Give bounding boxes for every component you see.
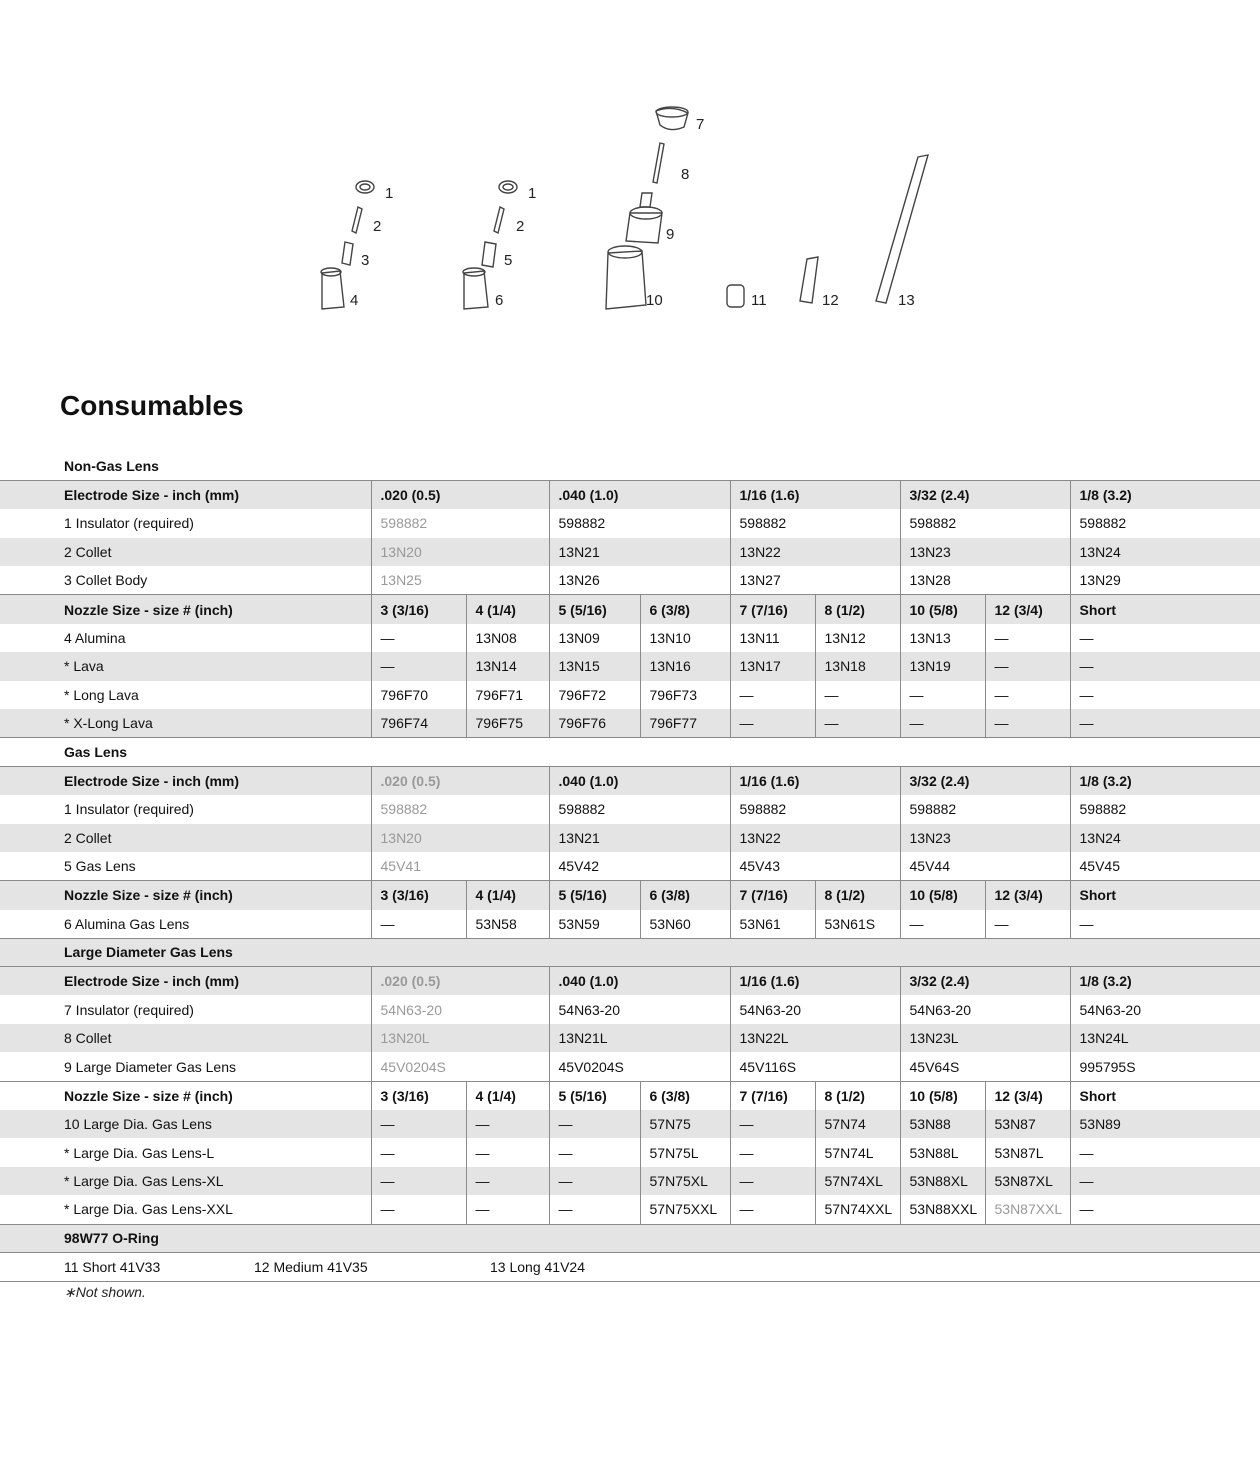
oring-item: 11 Short 41V33 — [64, 1259, 161, 1276]
nozzle-size-header: 4 (1/4) — [466, 1081, 549, 1110]
electrode-part-row — [0, 509, 1260, 538]
part-number: 54N63-20 — [1070, 995, 1260, 1024]
part-number: 57N74XXL — [815, 1195, 900, 1224]
part-number: 45V44 — [900, 852, 1070, 881]
nozzle-size-header: 5 (5/16) — [549, 1081, 640, 1110]
part-number: 53N87 — [985, 1110, 1070, 1139]
section-label-row — [0, 452, 1260, 481]
part-number: — — [985, 652, 1070, 681]
part-number: 13N22 — [730, 538, 900, 567]
electrode-size-header: .040 (1.0) — [549, 967, 730, 996]
part-number: 13N19 — [900, 652, 985, 681]
part-insulator-large-shape — [656, 108, 688, 129]
part-number: 53N58 — [466, 910, 549, 939]
part-number: 45V116S — [730, 1052, 900, 1081]
callout-5: 5 — [504, 252, 513, 269]
part-number: 13N16 — [640, 652, 730, 681]
part-number: 598882 — [371, 509, 549, 538]
part-number: 13N11 — [730, 624, 815, 653]
part-name: * Lava — [0, 652, 371, 681]
part-long-cap-shape — [876, 155, 928, 303]
electrode-part-row — [0, 1052, 1260, 1081]
part-number: — — [549, 1110, 640, 1139]
nozzle-size-header: 3 (3/16) — [371, 881, 466, 910]
part-name: * Large Dia. Gas Lens-XL — [0, 1167, 371, 1196]
part-number: — — [815, 709, 900, 738]
part-number: — — [730, 681, 815, 710]
nozzle-size-header: 4 (1/4) — [466, 595, 549, 624]
nozzle-size-header: 6 (3/8) — [640, 881, 730, 910]
callout-13: 13 — [898, 292, 915, 309]
part-number: 57N74L — [815, 1138, 900, 1167]
electrode-size-header: 3/32 (2.4) — [900, 767, 1070, 796]
part-collet-shape — [352, 207, 362, 233]
electrode-size-header: .020 (0.5) — [371, 967, 549, 996]
part-number: 796F72 — [549, 681, 640, 710]
section-label-row — [0, 938, 1260, 967]
part-number: 57N75XXL — [640, 1195, 730, 1224]
part-number: — — [371, 1138, 466, 1167]
section-label: 98W77 O-Ring — [0, 1224, 1260, 1253]
part-name: 2 Collet — [0, 538, 371, 567]
part-number: — — [371, 1110, 466, 1139]
electrode-size-header: .020 (0.5) — [371, 767, 549, 796]
part-number: 13N17 — [730, 652, 815, 681]
part-number: 53N61S — [815, 910, 900, 939]
part-number: 53N88XXL — [900, 1195, 985, 1224]
part-number: 13N09 — [549, 624, 640, 653]
part-name: 2 Collet — [0, 824, 371, 853]
part-number: 45V41 — [371, 852, 549, 881]
part-number: 13N23 — [900, 538, 1070, 567]
part-number: 598882 — [549, 795, 730, 824]
nozzle-size-header: 7 (7/16) — [730, 881, 815, 910]
part-number: — — [985, 681, 1070, 710]
nozzle-size-header: 7 (7/16) — [730, 595, 815, 624]
part-number: — — [1070, 1167, 1260, 1196]
part-number: 796F73 — [640, 681, 730, 710]
section-label: Large Diameter Gas Lens — [0, 938, 1260, 967]
nozzle-size-header: 10 (5/8) — [900, 881, 985, 910]
nozzle-size-header: 3 (3/16) — [371, 1081, 466, 1110]
electrode-size-header: 1/8 (3.2) — [1070, 967, 1260, 996]
part-number: 57N75 — [640, 1110, 730, 1139]
part-number: 13N22 — [730, 824, 900, 853]
part-name: * Large Dia. Gas Lens-L — [64, 1144, 215, 1161]
part-name: * Long Lava — [64, 687, 139, 704]
nozzle-part-row — [0, 1138, 1260, 1167]
part-number: 45V64S — [900, 1052, 1070, 1081]
part-number: — — [1070, 681, 1260, 710]
part-number: — — [549, 1138, 640, 1167]
part-number: — — [900, 681, 985, 710]
callout-11: 11 — [751, 292, 767, 309]
nozzle-size-header: Short — [1070, 881, 1260, 910]
part-name: 1 Insulator (required) — [64, 801, 194, 818]
electrode-size-label: Electrode Size - inch (mm) — [0, 767, 371, 796]
nozzle-part-row — [0, 1167, 1260, 1196]
part-number: 13N23 — [900, 824, 1070, 853]
part-number: — — [371, 652, 466, 681]
part-number: — — [549, 1195, 640, 1224]
part-name: 6 Alumina Gas Lens — [64, 915, 190, 932]
callout-6: 6 — [495, 292, 504, 309]
part-number: — — [1070, 624, 1260, 653]
nozzle-part-row — [0, 681, 1260, 710]
part-number: — — [985, 624, 1070, 653]
part-number: 598882 — [371, 795, 549, 824]
part-number: 13N13 — [900, 624, 985, 653]
part-number: 13N24 — [1070, 824, 1260, 853]
nozzle-size-label: Nozzle Size - size # (inch) — [0, 1081, 371, 1110]
nozzle-size-header: 8 (1/2) — [815, 881, 900, 910]
oring-items-wrap — [0, 1253, 1260, 1281]
part-large-nozzle-shape — [606, 251, 646, 309]
part-name: 3 Collet Body — [64, 572, 148, 589]
part-gas-lens-nozzle-shape — [464, 271, 488, 309]
part-number: 57N75XL — [640, 1167, 730, 1196]
section-label-row — [0, 738, 1260, 767]
part-number: 13N10 — [640, 624, 730, 653]
part-number: 598882 — [900, 509, 1070, 538]
part-short-cap-shape — [727, 285, 744, 307]
part-number: 796F77 — [640, 709, 730, 738]
part-number: 13N25 — [371, 566, 549, 595]
nozzle-size-header: Short — [1070, 595, 1260, 624]
part-number: 13N23L — [900, 1024, 1070, 1053]
part-number: 13N24 — [1070, 538, 1260, 567]
part-number: — — [730, 1195, 815, 1224]
part-number: 13N22L — [730, 1024, 900, 1053]
part-name: 4 Alumina — [64, 629, 126, 646]
part-number: — — [985, 910, 1070, 939]
part-number: 45V45 — [1070, 852, 1260, 881]
nozzle-size-label: Nozzle Size - size # (inch) — [0, 595, 371, 624]
part-number: — — [985, 709, 1070, 738]
nozzle-part-row — [0, 624, 1260, 653]
nozzle-size-header: 3 (3/16) — [371, 595, 466, 624]
part-number: 13N08 — [466, 624, 549, 653]
nozzle-size-header: 4 (1/4) — [466, 881, 549, 910]
section-label: Non-Gas Lens — [0, 452, 1260, 481]
nozzle-size-header: 7 (7/16) — [730, 1081, 815, 1110]
electrode-size-header-row — [0, 481, 1260, 510]
part-number: 54N63-20 — [549, 995, 730, 1024]
part-number: 57N75L — [640, 1138, 730, 1167]
part-number: 45V0204S — [549, 1052, 730, 1081]
part-number: — — [371, 910, 466, 939]
part-number: 796F75 — [466, 709, 549, 738]
part-number: — — [1070, 1195, 1260, 1224]
part-name: 10 Large Dia. Gas Lens — [0, 1110, 371, 1139]
part-number: 53N89 — [1070, 1110, 1260, 1139]
part-insulator-shape-b — [499, 181, 517, 193]
part-number: — — [1070, 910, 1260, 939]
part-number: 13N28 — [900, 566, 1070, 595]
part-number: 796F71 — [466, 681, 549, 710]
part-number: — — [900, 709, 985, 738]
part-number: 53N87L — [985, 1138, 1070, 1167]
part-number: — — [730, 1110, 815, 1139]
part-number: 13N21L — [549, 1024, 730, 1053]
part-number: 57N74XL — [815, 1167, 900, 1196]
nozzle-part-row — [0, 910, 1260, 939]
part-medium-cap-shape — [800, 257, 818, 303]
nozzle-size-header: 8 (1/2) — [815, 595, 900, 624]
consumables-table — [0, 452, 1260, 1282]
callout-2b: 2 — [516, 218, 525, 235]
part-number: 45V43 — [730, 852, 900, 881]
part-number: 57N74 — [815, 1110, 900, 1139]
callout-1b: 1 — [528, 185, 537, 202]
nozzle-size-header: 5 (5/16) — [549, 881, 640, 910]
part-number: 53N88XL — [900, 1167, 985, 1196]
part-number: 13N29 — [1070, 566, 1260, 595]
electrode-size-header: .040 (1.0) — [549, 481, 730, 510]
electrode-size-label: Electrode Size - inch (mm) — [0, 967, 371, 996]
part-name: * Large Dia. Gas Lens-XXL — [64, 1201, 233, 1218]
part-number: 13N24L — [1070, 1024, 1260, 1053]
page-title: Consumables — [60, 390, 244, 421]
part-number: — — [1070, 1138, 1260, 1167]
nozzle-size-header-row — [0, 1081, 1260, 1110]
part-number: 796F76 — [549, 709, 640, 738]
nozzle-size-header: 10 (5/8) — [900, 595, 985, 624]
nozzle-part-row — [0, 1195, 1260, 1224]
nozzle-size-header: 12 (3/4) — [985, 881, 1070, 910]
part-number: 53N87XL — [985, 1167, 1070, 1196]
part-collet-body-shape — [342, 242, 353, 265]
electrode-size-header: 1/16 (1.6) — [730, 767, 900, 796]
part-number: 598882 — [549, 509, 730, 538]
part-number: — — [730, 1138, 815, 1167]
part-number: — — [466, 1195, 549, 1224]
part-number: 598882 — [1070, 795, 1260, 824]
part-number: — — [466, 1167, 549, 1196]
part-name: 9 Large Diameter Gas Lens — [64, 1058, 236, 1075]
part-number: — — [900, 910, 985, 939]
nozzle-size-header: 12 (3/4) — [985, 595, 1070, 624]
electrode-size-header: 3/32 (2.4) — [900, 967, 1070, 996]
part-number: 598882 — [1070, 509, 1260, 538]
part-name: 5 Gas Lens — [64, 858, 136, 875]
oring-item: 12 Medium 41V35 — [254, 1259, 368, 1276]
part-number: 13N20L — [371, 1024, 549, 1053]
part-number: 995795S — [1070, 1052, 1260, 1081]
part-insulator-shape — [356, 181, 374, 193]
part-number: 53N87XXL — [985, 1195, 1070, 1224]
electrode-size-label: Electrode Size - inch (mm) — [0, 481, 371, 510]
part-name: * X-Long Lava — [0, 709, 371, 738]
nozzle-part-row — [0, 1110, 1260, 1139]
callout-9: 9 — [666, 226, 675, 243]
part-number: 13N26 — [549, 566, 730, 595]
callout-12: 12 — [822, 292, 839, 309]
callout-7: 7 — [696, 116, 705, 133]
part-name: 8 Collet — [0, 1024, 371, 1053]
part-number: 598882 — [730, 795, 900, 824]
electrode-part-row — [0, 538, 1260, 567]
part-number: 13N21 — [549, 538, 730, 567]
part-name: 7 Insulator (required) — [64, 1001, 194, 1018]
part-number: 13N21 — [549, 824, 730, 853]
part-number: — — [466, 1110, 549, 1139]
callout-4: 4 — [350, 292, 359, 309]
footnote: ∗Not shown. — [64, 1284, 146, 1300]
electrode-part-row — [0, 995, 1260, 1024]
part-number: 53N88 — [900, 1110, 985, 1139]
part-number: — — [371, 1195, 466, 1224]
electrode-size-header-row — [0, 967, 1260, 996]
callout-8: 8 — [681, 166, 690, 183]
part-number: — — [730, 709, 815, 738]
part-number: — — [815, 681, 900, 710]
part-number: 54N63-20 — [730, 995, 900, 1024]
nozzle-part-row — [0, 652, 1260, 681]
part-number: 13N20 — [371, 538, 549, 567]
part-number: 53N88L — [900, 1138, 985, 1167]
electrode-size-header: 1/8 (3.2) — [1070, 767, 1260, 796]
part-collet-large-shape — [653, 143, 664, 183]
callout-10: 10 — [646, 292, 663, 309]
electrode-part-row — [0, 824, 1260, 853]
nozzle-part-row — [0, 709, 1260, 738]
part-number: — — [1070, 652, 1260, 681]
part-number: — — [730, 1167, 815, 1196]
part-number: 598882 — [900, 795, 1070, 824]
part-number: 53N59 — [549, 910, 640, 939]
part-number: 53N61 — [730, 910, 815, 939]
part-number: 53N60 — [640, 910, 730, 939]
oring-items — [0, 1253, 1260, 1282]
part-number: 13N14 — [466, 652, 549, 681]
electrode-size-header: 1/16 (1.6) — [730, 967, 900, 996]
part-number: 796F70 — [371, 681, 466, 710]
part-number: 54N63-20 — [900, 995, 1070, 1024]
part-number: 13N12 — [815, 624, 900, 653]
part-number: 598882 — [730, 509, 900, 538]
electrode-part-row — [0, 852, 1260, 881]
nozzle-size-header: 6 (3/8) — [640, 1081, 730, 1110]
part-number: 45V0204S — [371, 1052, 549, 1081]
oring-item: 13 Long 41V24 — [490, 1259, 585, 1276]
part-gas-lens-shape — [482, 242, 496, 267]
part-number: 54N63-20 — [371, 995, 549, 1024]
callout-2: 2 — [373, 218, 382, 235]
part-number: 13N18 — [815, 652, 900, 681]
exploded-parts-diagram — [300, 95, 960, 325]
electrode-part-row — [0, 1024, 1260, 1053]
section-label: Gas Lens — [0, 738, 1260, 767]
electrode-size-header-row — [0, 767, 1260, 796]
part-collet-shape-b — [494, 207, 504, 233]
electrode-size-header: .040 (1.0) — [549, 767, 730, 796]
callout-3: 3 — [361, 252, 370, 269]
part-number: 796F74 — [371, 709, 466, 738]
part-name: 1 Insulator (required) — [64, 515, 194, 532]
parts-illustration — [300, 95, 960, 325]
part-number: — — [549, 1167, 640, 1196]
part-number: — — [466, 1138, 549, 1167]
oring-items-row — [0, 1253, 1260, 1282]
nozzle-size-header: 10 (5/8) — [900, 1081, 985, 1110]
nozzle-size-header: 12 (3/4) — [985, 1081, 1070, 1110]
nozzle-size-header-row — [0, 595, 1260, 624]
electrode-part-row — [0, 566, 1260, 595]
part-number: 13N15 — [549, 652, 640, 681]
nozzle-size-header: 6 (3/8) — [640, 595, 730, 624]
nozzle-size-header: Short — [1070, 1081, 1260, 1110]
nozzle-size-label: Nozzle Size - size # (inch) — [0, 881, 371, 910]
nozzle-size-header-row — [0, 881, 1260, 910]
part-number: 13N27 — [730, 566, 900, 595]
nozzle-size-header: 5 (5/16) — [549, 595, 640, 624]
nozzle-size-header: 8 (1/2) — [815, 1081, 900, 1110]
part-number: — — [371, 624, 466, 653]
electrode-part-row — [0, 795, 1260, 824]
part-number: — — [371, 1167, 466, 1196]
part-number: — — [1070, 709, 1260, 738]
electrode-size-header: 1/8 (3.2) — [1070, 481, 1260, 510]
oring-label-row — [0, 1224, 1260, 1253]
part-alumina-nozzle-shape — [322, 271, 344, 309]
electrode-size-header: 3/32 (2.4) — [900, 481, 1070, 510]
part-number: 13N20 — [371, 824, 549, 853]
callout-1: 1 — [385, 185, 394, 202]
electrode-size-header: .020 (0.5) — [371, 481, 549, 510]
electrode-size-header: 1/16 (1.6) — [730, 481, 900, 510]
part-number: 45V42 — [549, 852, 730, 881]
